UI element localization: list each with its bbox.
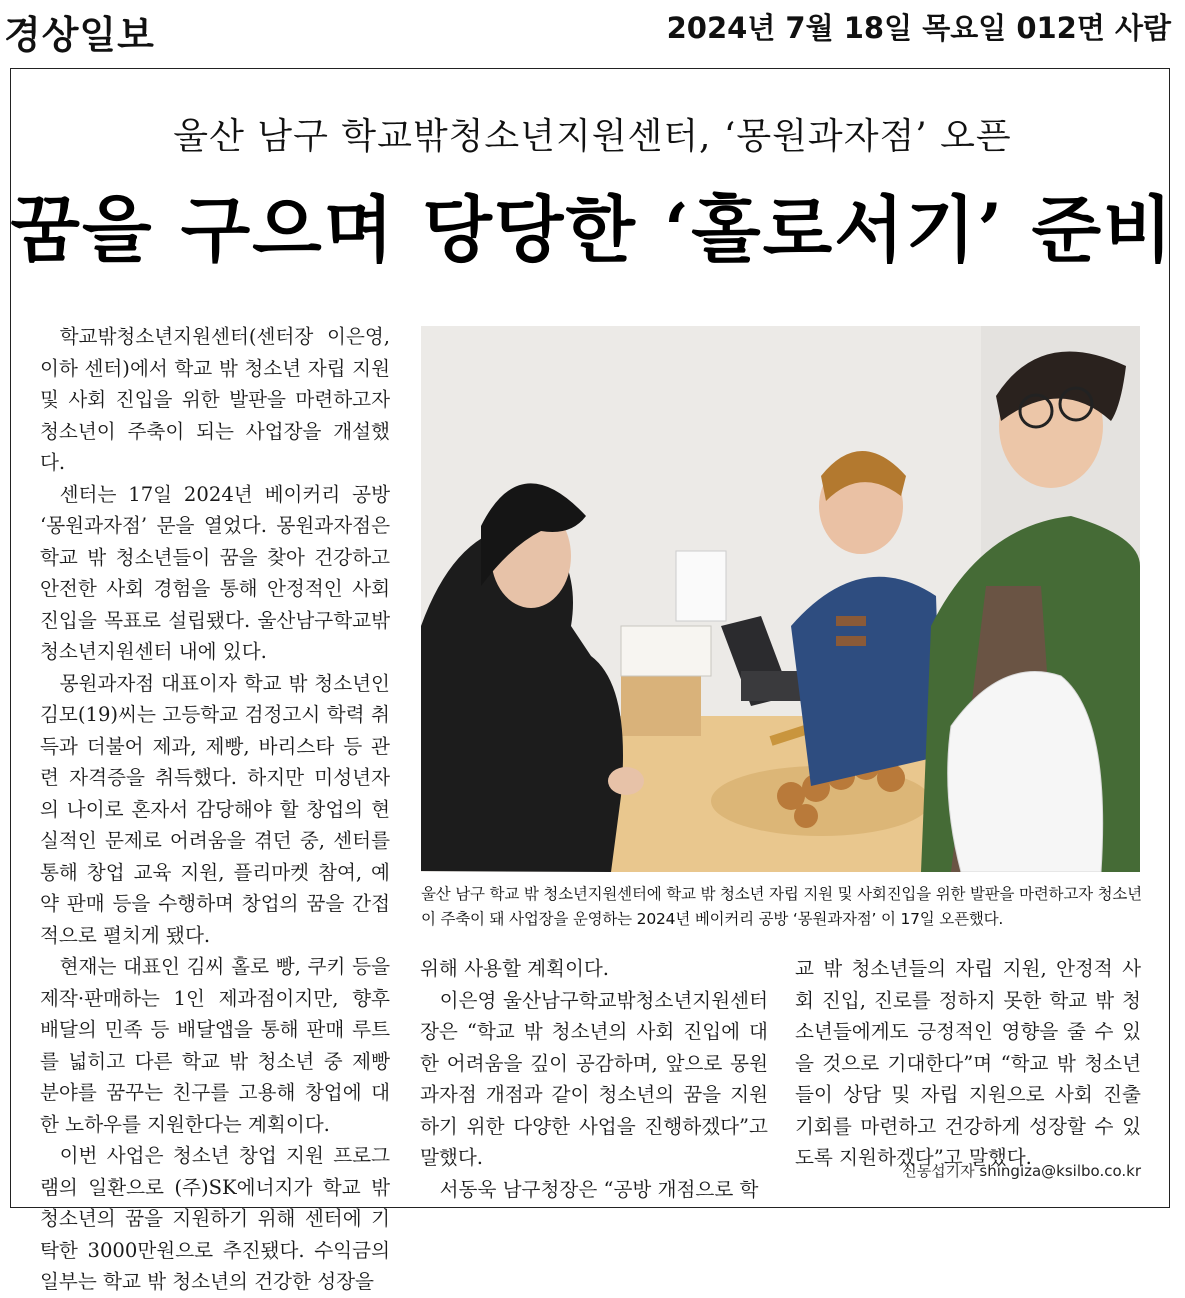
paragraph: 센터는 17일 2024년 베이커리 공방 ‘몽원과자점’ 문을 열었다. 몽원과자점은 학교 밖 청소년들이 꿈을 찾아 건강하고 안전한 사회 경험을 통해 안정적인 사회 진입을 목표로 설립됐다. 울산남구학교밖청소년지원센터 내에 있다.	[40, 482, 390, 663]
paragraph: 몽원과자점 대표이자 학교 밖 청소년인 김모(19)씨는 고등학교 검정고시 학력 취득과 더불어 제과, 제빵, 바리스타 등 관련 자격증을 취득했다. 하지만 미성년자의 나이로 혼자서 감당해야 할 창업의 현실적인 문제로 어려움을 겪던 중, 센터를 통해 창업 교육 지원, 플리마켓 참여, 예약 판매 등을 수행하며 창업의 꿈을 간접적으로 펼치게 됐다.	[40, 671, 390, 947]
reporter-byline: 신동섭기자 shingiza@ksilbo.co.kr	[902, 1162, 1141, 1180]
paragraph: 교 밖 청소년들의 자립 지원, 안정적 사회 진입, 진로를 정하지 못한 학교 밖 청소년들에게도 긍정적인 영향을 줄 수 있을 것으로 기대한다”며 “학교 밖 청소년들이 상담 및 자립 지원으로 사회 진출 기회를 마련하고 건강하게 성장할 수 있도록 지원하겠다”고 말했다.	[795, 957, 1141, 1169]
article-headline: 꿈을 구으며 당당한 ‘홀로서기’ 준비	[10, 187, 1175, 272]
paragraph: 현재는 대표인 김씨 홀로 빵, 쿠키 등을 제작·판매하는 1인 제과점이지만, 향후 배달의 민족 등 배달앱을 통해 판매 루트를 넓히고 다른 학교 밖 청소년 중 제빵 분야를 꿈꾸는 친구를 고용해 창업에 대한 노하우를 지원한다는 계획이다.	[40, 955, 390, 1136]
paragraph: 학교밖청소년지원센터(센터장 이은영, 이하 센터)에서 학교 밖 청소년 자립 지원 및 사회 진입을 위한 발판을 마련하고자 청소년이 주축이 되는 사업장을 개설했다.	[40, 325, 390, 474]
article-column-3	[795, 953, 1141, 1174]
bakery-opening-photo	[421, 326, 1140, 872]
paragraph: 위해 사용할 계획이다.	[420, 957, 610, 980]
photo-caption: 울산 남구 학교 밖 청소년지원센터에 학교 밖 청소년 자립 지원 및 사회진입을 위한 발판을 마련하고자 청소년이 주축이 돼 사업장을 운영하는 2024년 베이커리 공방 ‘몽원과자점’ 이 17일 오픈했다.	[421, 885, 1142, 928]
paragraph: 이은영 울산남구학교밖청소년지원센터장은 “학교 밖 청소년의 사회 진입에 대한 어려움을 깊이 공감하며, 앞으로 몽원과자점 개점과 같이 청소년의 꿈을 지원하기 위한 다양한 사업을 진행하겠다”고 말했다.	[420, 988, 768, 1169]
article-column-2	[420, 953, 768, 1205]
paragraph: 서동욱 남구청장은 “공방 개점으로 학	[439, 1177, 759, 1201]
article-subheadline: 울산 남구 학교밖청소년지원센터, ‘몽원과자점’ 오픈	[173, 116, 1012, 157]
article-photo	[421, 326, 1140, 872]
paragraph: 이번 사업은 청소년 창업 지원 프로그램의 일환으로 (주)SK에너지가 학교 밖 청소년의 꿈을 지원하기 위해 센터에 기탁한 3000만원으로 추진됐다. 수익금의 일부는 학교 밖 청소년의 건강한 성장을	[40, 1144, 390, 1293]
newspaper-name: 경상일보	[4, 13, 155, 57]
issue-date-line: 2024년 7월 18일 목요일 012면 사람	[666, 11, 1171, 45]
article-column-1	[40, 321, 390, 1298]
